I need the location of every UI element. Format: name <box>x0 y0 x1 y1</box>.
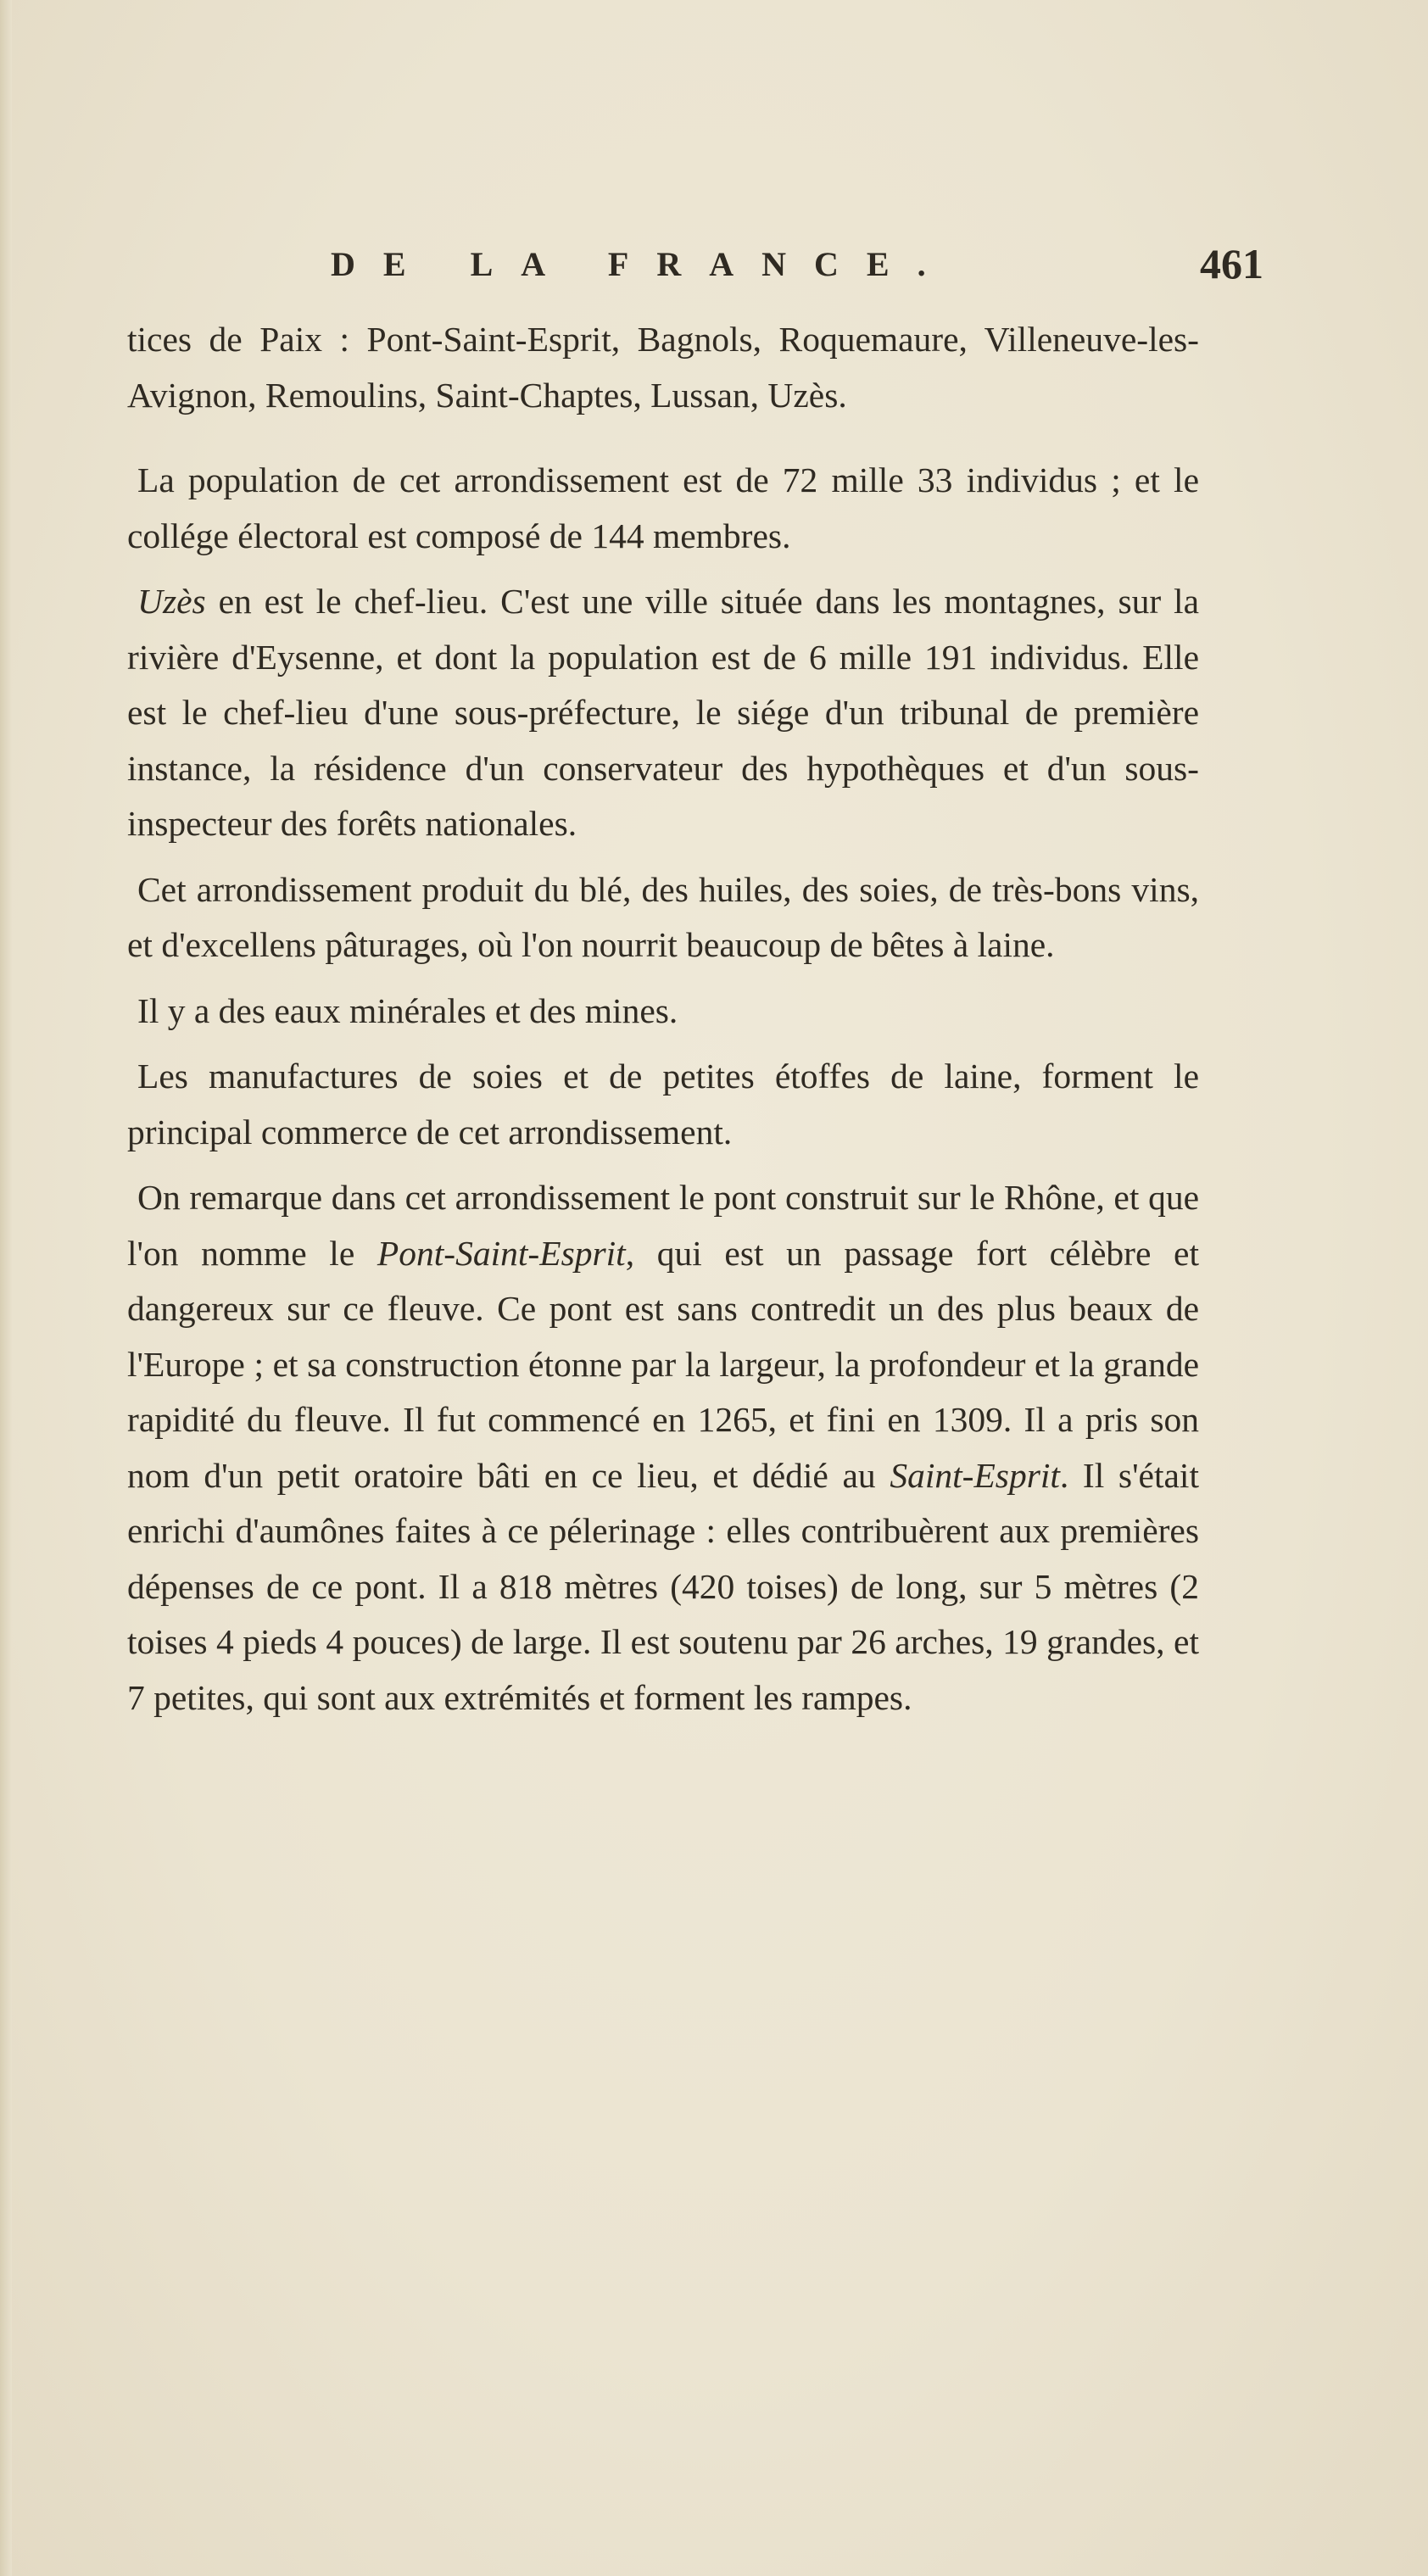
paragraph-population: La population de cet arrondissement est de 72 mille 33 individus ; et le collége électoral est composé de 144 membres. <box>127 460 1199 555</box>
paragraph-waters: Il y a des eaux minérales et des mines. <box>137 990 678 1030</box>
paragraph-continuation: tices de Paix : Pont-Saint-Esprit, Bagnols, Roquemaure, Villeneuve-les-Avignon, Remoulins, Saint-Chaptes, Lussan, Uzès. <box>127 320 1199 415</box>
page-number: 461 <box>1200 240 1263 287</box>
paragraph-production: Cet arrondissement produit du blé, des huiles, des soies, de très-bons vins, et d'excellens pâturages, où l'on nourrit beaucoup de bêtes à laine. <box>127 869 1199 964</box>
paragraph-bridge: On remarque dans cet arrondissement le pont construit sur le Rhône, et que l'on nomme le Pont-Saint-Esprit, qui est un passage fort célèbre et dangereux sur ce fleuve. Ce pont est sans contredit un des plus beaux de l'Europe ; et sa construction étonne par la largeur, la profondeur et la grande rapidité du fleuve. Il fut commencé en 1265, et fini en 1309. Il a pris son nom d'un petit oratoire bâti en ce lieu, et dédié au Saint-Esprit. Il s'était enrichi d'aumônes faites à ce pélerinage : elles contribuèrent aux premières dépenses de ce pont. Il a 818 mètres (420 toises) de long, sur 5 mètres (2 toises 4 pieds 4 pouces) de large. Il est soutenu par 26 arches, 19 grandes, et 7 petites, qui sont aux extrémités et forment les rampes. <box>127 1178 1199 1717</box>
paragraph-uzes: Uzès en est le chef-lieu. C'est une ville située dans les montagnes, sur la rivière d'Eysenne, et dont la population est de 6 mille 191 individus. Elle est le chef-lieu d'une sous-préfecture, le siége d'un tribunal de première instance, la résidence d'un conservateur des hypothèques et d'un sous-inspecteur des forêts nationales. <box>127 582 1199 843</box>
page-header <box>127 240 1263 295</box>
running-head: DE LA FRANCE. <box>331 245 954 283</box>
page-binding-edge <box>0 0 12 2576</box>
body-text <box>127 312 1199 1726</box>
paragraph-manufactures: Les manufactures de soies et de petites étoffes de laine, forment le principal commerce de cet arrondissement. <box>127 1057 1199 1151</box>
